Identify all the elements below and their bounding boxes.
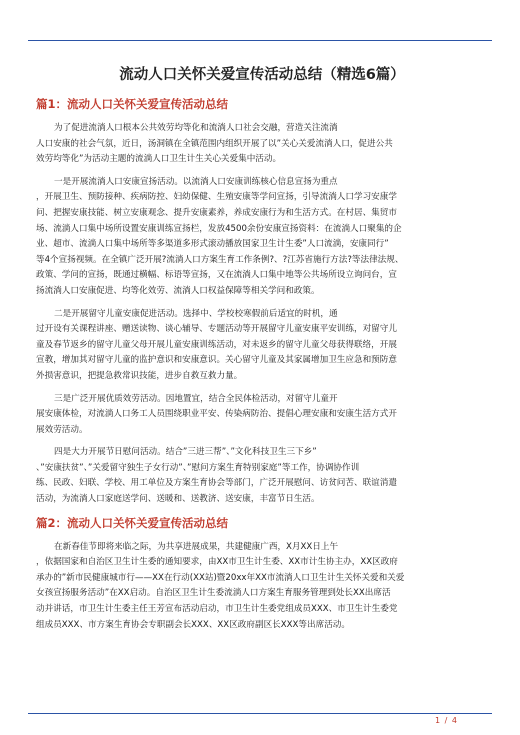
- paragraph-line: 扬流淌人口安康促进、均等化效劳、流淌人口权益保障等相关学问和政策。: [36, 285, 320, 296]
- paragraph-line: 二是开展留守儿童安康促进活动。选择中、学校校寒假前后适宜的时机，通: [54, 308, 338, 319]
- document-title: 流动人口关怀关爱宣传活动总结（精选6篇）: [119, 67, 405, 83]
- document-body: [36, 64, 488, 640]
- page-number: 1 / 4: [435, 716, 458, 725]
- paragraph-line: 过开设有关课程讲座、赠送读物、谈心辅导、专题活动等开展留守儿童安康平安训练，对留守儿: [36, 324, 397, 335]
- paragraph-line: 展安康体检，对流淌人口务工人员围绕职业平安、传染病防治、提倡心理安康和安康生活方式开: [36, 409, 397, 420]
- section-heading: 篇2：流动人口关怀关爱宣传活动总结: [36, 515, 228, 530]
- paragraph-line: 动并讲话，市卫生计生委主任王芳宣布活动启动，市卫生计生委党组成员XXX、市卫生计生委党: [36, 604, 398, 615]
- paragraph-line: 人口安康的社会气氛，近日，汤洞镇在全镇范围内组织开展了以”关心关爱流淌人口，促进公共: [36, 138, 393, 149]
- paragraph-line: ，依据国家和自治区卫生计生委的通知要求，由XX市卫生计生委、XX市计生协主办，XX区政府: [36, 557, 398, 568]
- paragraph-line: 活动，为流淌人口家庭送学问、送暖和、送教济、送安康，丰富节日生活。: [36, 494, 320, 505]
- paragraph: [36, 392, 488, 439]
- paragraph-line: 在新春佳节即将来临之际，为共享进展成果，共建健康广西，X月XX日上午: [54, 541, 339, 552]
- paragraph-line: 外损害意识，把提急救常识技能，进步自救互救力量。: [36, 370, 243, 381]
- section-heading: 篇1：流动人口关怀关爱宣传活动总结: [36, 97, 228, 111]
- paragraph-line: 三是广泛开展优质效劳活动。因地置宜，结合全民体检活动，对留守儿童开: [54, 393, 338, 404]
- paragraph-line: 一是开展流淌人口安康宣扬活动。以流淌人口安康训练核心信息宣扬为重点: [54, 176, 338, 187]
- paragraph-line: 童及春节返乡的留守儿童父母开展儿童安康训练活动，对未返乡的留守儿童父母获得联络，开展: [36, 339, 397, 350]
- paragraph-line: 效劳均等化”为活动主题的流淌人口卫生计生关心关爱集中活动。: [36, 154, 282, 165]
- paragraph-line: 宣教，增加其对留守儿童的监护意识和安康意识。关心留守儿童及其家属增加卫生应急和预防意: [36, 355, 397, 366]
- paragraph-line: 、”安康扶贫”、”关爱留守独生子女行动”、”慰问方案生育特别家庭”等工作，协调协作训: [36, 462, 360, 473]
- paragraph-line: 业、超市、流淌人口集中场所等多渠道多形式滚动播放国家卫生计生委”人口流淌，安康同行”: [36, 239, 389, 250]
- paragraph-line: 为了促进流淌人口根本公共效劳均等化和流淌人口社会交融，营造关注流淌: [54, 123, 338, 133]
- paragraph: [36, 540, 488, 634]
- paragraph-line: 等4个宣扬视频。在全镇广泛开展?流淌人口方案生育工作条例?、?江苏省施行方法?等法律法规、: [36, 254, 404, 265]
- paragraph-line: 承办的”新市民健康城市行——XX在行动(XX站)暨20xx年XX市流淌人口卫生计生关怀关爱和关爱: [36, 572, 405, 583]
- paragraph: [36, 121, 488, 168]
- paragraph-line: 四是大力开展节日慰问活动。结合”三进三帮”、”文化科技卫生三下乡”: [54, 447, 317, 458]
- paragraph-line: 政策、学问的宣扬，既通过横幅、标语等宣扬，又在流淌人口集中地等公共场所设立询问台，宣: [36, 270, 397, 281]
- footer-rule: [28, 713, 492, 714]
- paragraph-line: 问、把握安康技能、树立安康观念、提升安康素养，养成安康行为和生活方式。在村居、集贸市: [36, 207, 397, 218]
- sections-container: [36, 96, 488, 633]
- paragraph-line: 练、民政、妇联、学校、用工单位及方案生育协会等部门，广泛开展慰问、访贫问苦、联谊消遣: [36, 478, 397, 489]
- paragraph: [36, 307, 488, 385]
- paragraph-line: ，开展卫生、预防接种、疾病防控、妇幼保健、生殖安康等学问宣扬，引导流淌人口学习安康学: [36, 192, 397, 203]
- paragraph: [36, 445, 488, 507]
- paragraph: [36, 175, 488, 300]
- paragraph-line: 展效劳活动。: [36, 424, 88, 435]
- header-rule: [28, 40, 492, 41]
- paragraph-line: 组成员XXX、市方案生育协会专职副会长XXX、XX区政府副区长XXX等出席活动。: [36, 619, 350, 630]
- paragraph-line: 场、流淌人口集中场所设置安康训练宣扬栏，发放4500余份安康宣扬资料：在流淌人口聚集的企: [36, 223, 402, 234]
- paragraph-line: 女孩宣扬服务活动”在XX启动。自治区卫生计生委流淌人口方案生育服务管理到处长XX出席活: [36, 588, 391, 599]
